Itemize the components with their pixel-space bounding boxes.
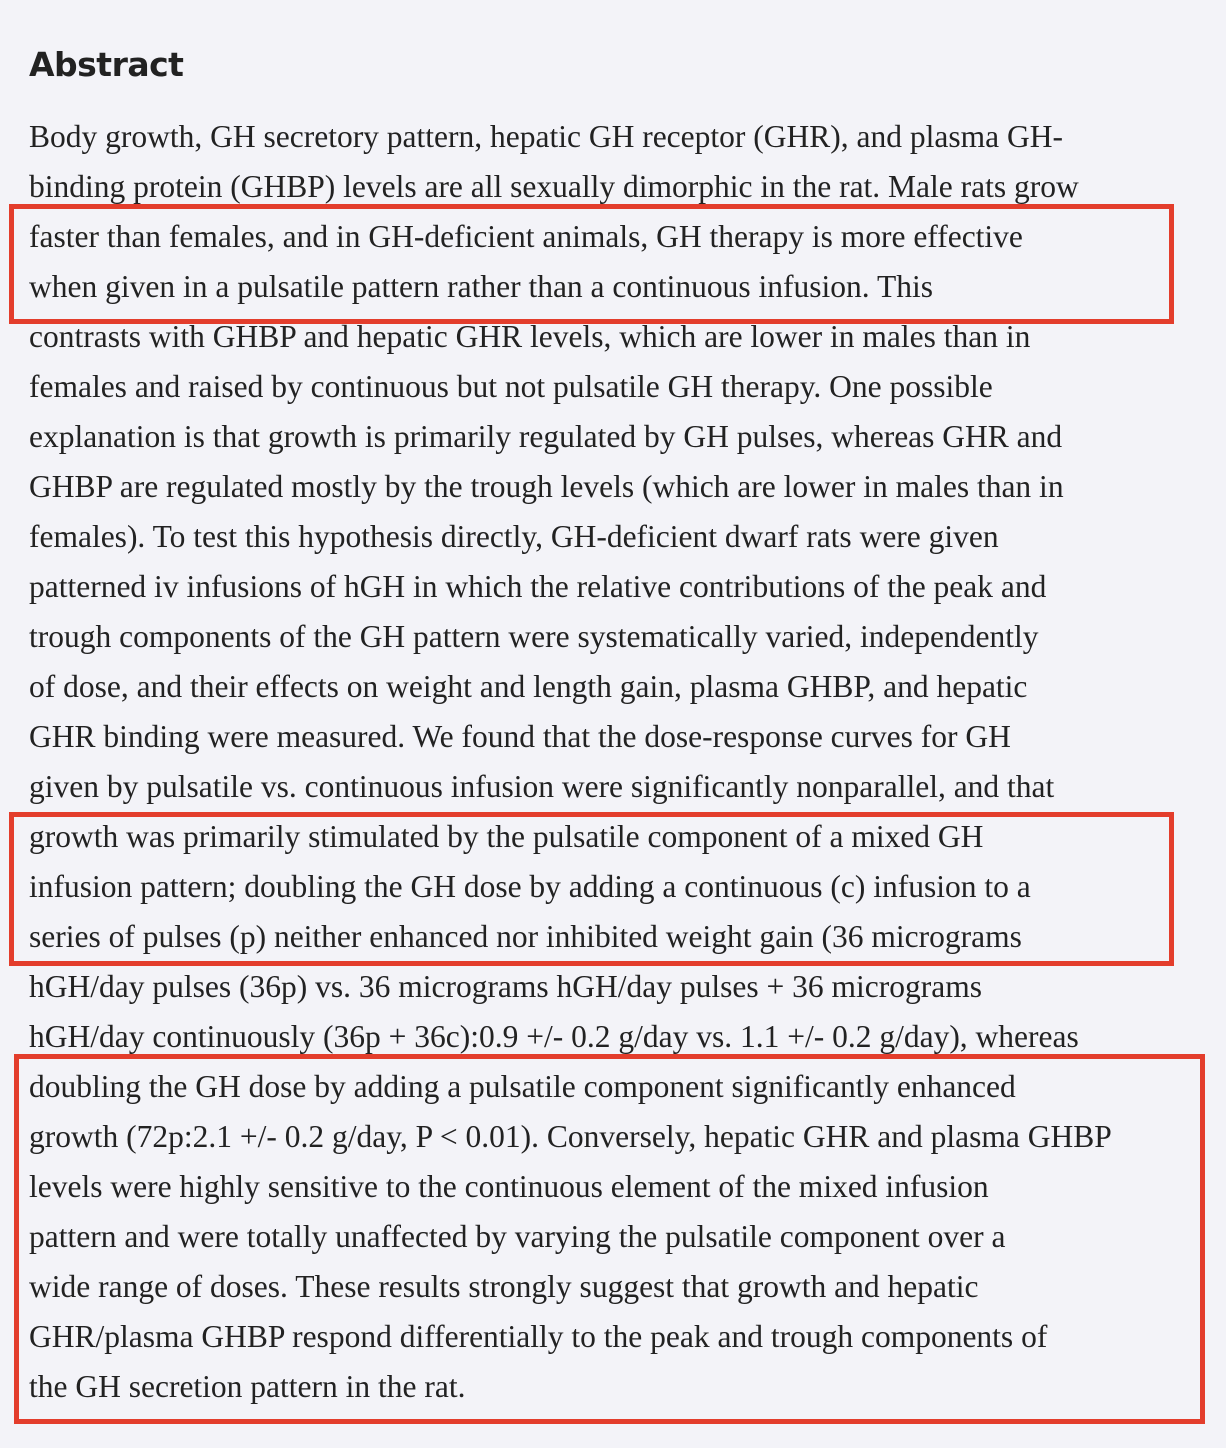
abstract-line: wide range of doses. These results strongly suggest that growth and hepatic (29, 1269, 979, 1304)
abstract-line: GHBP are regulated mostly by the trough levels (which are lower in males than in (29, 469, 1064, 504)
abstract-line: doubling the GH dose by adding a pulsatile component significantly enhanced (29, 1069, 1016, 1104)
abstract-line: Body growth, GH secretory pattern, hepatic GH receptor (GHR), and plasma GH- (29, 119, 1063, 154)
abstract-line: females and raised by continuous but not pulsatile GH therapy. One possible (29, 369, 993, 404)
abstract-line: GHR/plasma GHBP respond differentially to the peak and trough components of (29, 1319, 1048, 1354)
abstract-line: hGH/day pulses (36p) vs. 36 micrograms hGH/day pulses + 36 micrograms (29, 969, 982, 1004)
abstract-line: of dose, and their effects on weight and length gain, plasma GHBP, and hepatic (29, 669, 1028, 704)
abstract-line: growth (72p:2.1 +/- 0.2 g/day, P < 0.01). Conversely, hepatic GHR and plasma GHBP (29, 1119, 1112, 1154)
abstract-line: hGH/day continuously (36p + 36c):0.9 +/- 0.2 g/day vs. 1.1 +/- 0.2 g/day), whereas (29, 1019, 1079, 1054)
abstract-line: levels were highly sensitive to the continuous element of the mixed infusion (29, 1169, 989, 1204)
abstract-line: infusion pattern; doubling the GH dose by adding a continuous (c) infusion to a (29, 869, 1031, 904)
abstract-line: females). To test this hypothesis directly, GH-deficient dwarf rats were given (29, 519, 999, 554)
abstract-line: patterned iv infusions of hGH in which the relative contributions of the peak and (29, 569, 1047, 604)
abstract-line: trough components of the GH pattern were systematically varied, independently (29, 619, 1039, 654)
abstract-line: explanation is that growth is primarily regulated by GH pulses, whereas GHR and (29, 419, 1063, 454)
abstract-heading: Abstract (29, 45, 184, 84)
abstract-line: binding protein (GHBP) levels are all sexually dimorphic in the rat. Male rats grow (29, 169, 1079, 204)
abstract-line: series of pulses (p) neither enhanced nor inhibited weight gain (36 micrograms (29, 919, 1022, 954)
abstract-line: faster than females, and in GH-deficient animals, GH therapy is more effective (29, 219, 1023, 254)
abstract-line: GHR binding were measured. We found that the dose-response curves for GH (29, 719, 1011, 754)
abstract-line: pattern and were totally unaffected by varying the pulsatile component over a (29, 1219, 1006, 1254)
abstract-line: the GH secretion pattern in the rat. (29, 1369, 466, 1404)
abstract-line: given by pulsatile vs. continuous infusion were significantly nonparallel, and that (29, 769, 1055, 804)
abstract-line: contrasts with GHBP and hepatic GHR levels, which are lower in males than in (29, 319, 1031, 354)
abstract-line: when given in a pulsatile pattern rather than a continuous infusion. This (29, 269, 933, 304)
abstract-line: growth was primarily stimulated by the pulsatile component of a mixed GH (29, 819, 984, 854)
